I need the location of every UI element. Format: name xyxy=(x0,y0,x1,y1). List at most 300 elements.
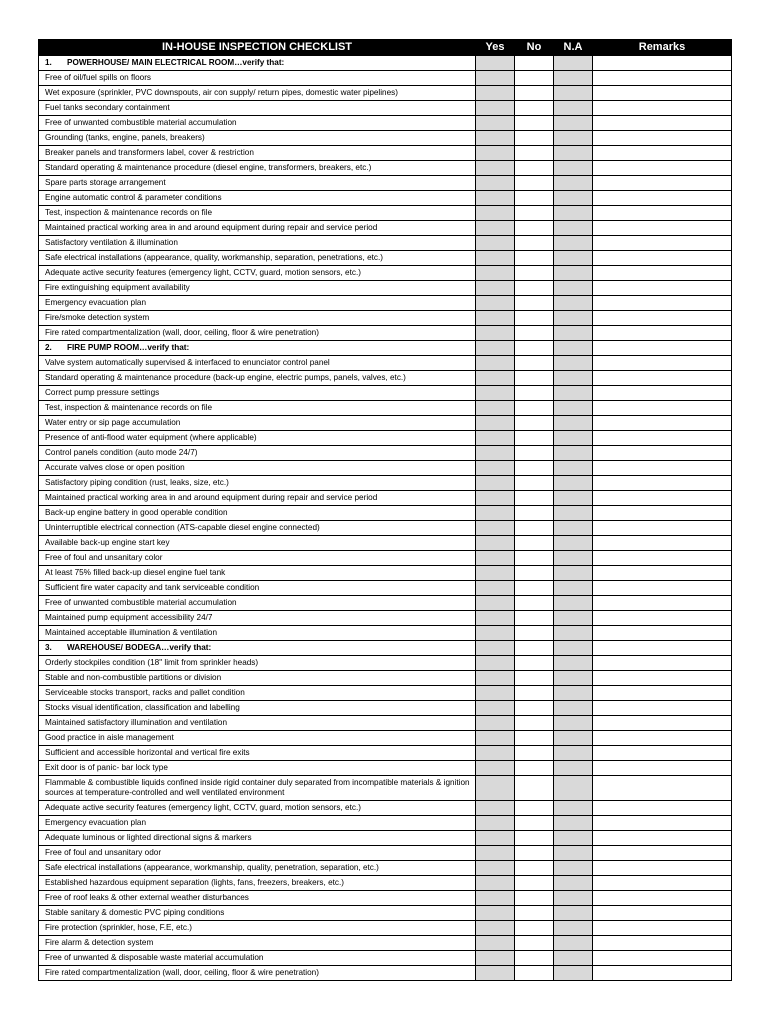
no-cell[interactable] xyxy=(515,56,554,71)
na-cell[interactable] xyxy=(554,686,593,701)
yes-cell[interactable] xyxy=(476,116,515,131)
remarks-cell[interactable] xyxy=(593,446,732,461)
yes-cell[interactable] xyxy=(476,296,515,311)
table-row xyxy=(39,326,732,341)
remarks-cell[interactable] xyxy=(593,596,732,611)
no-cell[interactable] xyxy=(515,431,554,446)
na-cell[interactable] xyxy=(554,356,593,371)
na-cell[interactable] xyxy=(554,671,593,686)
table-row xyxy=(39,891,732,906)
no-cell[interactable] xyxy=(515,371,554,386)
na-cell[interactable] xyxy=(554,221,593,236)
na-cell[interactable] xyxy=(554,626,593,641)
remarks-cell[interactable] xyxy=(593,326,732,341)
yes-cell[interactable] xyxy=(476,506,515,521)
yes-cell[interactable] xyxy=(476,951,515,966)
remarks-cell[interactable] xyxy=(593,536,732,551)
remarks-cell[interactable] xyxy=(593,161,732,176)
yes-cell[interactable] xyxy=(476,476,515,491)
yes-cell[interactable] xyxy=(476,906,515,921)
yes-cell[interactable] xyxy=(476,831,515,846)
remarks-cell[interactable] xyxy=(593,551,732,566)
no-cell[interactable] xyxy=(515,386,554,401)
checklist-item-label: Fire extinguishing equipment availability xyxy=(39,281,476,296)
table-row xyxy=(39,131,732,146)
table-row xyxy=(39,476,732,491)
na-cell[interactable] xyxy=(554,491,593,506)
na-cell[interactable] xyxy=(554,116,593,131)
remarks-cell[interactable] xyxy=(593,266,732,281)
na-cell[interactable] xyxy=(554,831,593,846)
no-cell[interactable] xyxy=(515,506,554,521)
yes-cell[interactable] xyxy=(476,861,515,876)
na-cell[interactable] xyxy=(554,251,593,266)
yes-cell[interactable] xyxy=(476,86,515,101)
no-cell[interactable] xyxy=(515,891,554,906)
no-cell[interactable] xyxy=(515,776,554,801)
checklist-item-label: Satisfactory piping condition (rust, leaks, size, etc.) xyxy=(39,476,476,491)
no-cell[interactable] xyxy=(515,266,554,281)
table-row xyxy=(39,221,732,236)
table-row xyxy=(39,356,732,371)
yes-cell[interactable] xyxy=(476,536,515,551)
no-cell[interactable] xyxy=(515,461,554,476)
no-cell[interactable] xyxy=(515,596,554,611)
no-cell[interactable] xyxy=(515,656,554,671)
no-cell[interactable] xyxy=(515,446,554,461)
yes-cell[interactable] xyxy=(476,936,515,951)
na-cell[interactable] xyxy=(554,596,593,611)
table-row xyxy=(39,656,732,671)
yes-cell[interactable] xyxy=(476,876,515,891)
no-cell[interactable] xyxy=(515,521,554,536)
na-cell[interactable] xyxy=(554,401,593,416)
no-cell[interactable] xyxy=(515,221,554,236)
table-row xyxy=(39,431,732,446)
na-cell[interactable] xyxy=(554,891,593,906)
yes-cell[interactable] xyxy=(476,311,515,326)
na-cell[interactable] xyxy=(554,371,593,386)
table-row xyxy=(39,71,732,86)
na-cell[interactable] xyxy=(554,86,593,101)
na-cell[interactable] xyxy=(554,801,593,816)
na-cell[interactable] xyxy=(554,611,593,626)
yes-cell[interactable] xyxy=(476,161,515,176)
yes-cell[interactable] xyxy=(476,446,515,461)
no-cell[interactable] xyxy=(515,296,554,311)
remarks-cell[interactable] xyxy=(593,581,732,596)
section-number: 3. xyxy=(45,643,52,652)
remarks-cell[interactable] xyxy=(593,371,732,386)
no-cell[interactable] xyxy=(515,131,554,146)
na-cell[interactable] xyxy=(554,776,593,801)
no-cell[interactable] xyxy=(515,686,554,701)
table-row xyxy=(39,281,732,296)
yes-cell[interactable] xyxy=(476,671,515,686)
checklist-item-label: Adequate luminous or lighted directional signs & markers xyxy=(39,831,476,846)
table-row xyxy=(39,146,732,161)
no-cell[interactable] xyxy=(515,936,554,951)
no-cell[interactable] xyxy=(515,761,554,776)
na-cell[interactable] xyxy=(554,566,593,581)
remarks-cell[interactable] xyxy=(593,861,732,876)
yes-cell[interactable] xyxy=(476,966,515,981)
table-row xyxy=(39,716,732,731)
table-row xyxy=(39,266,732,281)
yes-cell[interactable] xyxy=(476,251,515,266)
no-cell[interactable] xyxy=(515,566,554,581)
checklist-table xyxy=(38,39,732,981)
yes-cell[interactable] xyxy=(476,401,515,416)
table-row xyxy=(39,551,732,566)
no-cell[interactable] xyxy=(515,236,554,251)
table-row xyxy=(39,801,732,816)
table-row xyxy=(39,966,732,981)
table-row xyxy=(39,401,732,416)
table-row xyxy=(39,191,732,206)
na-cell[interactable] xyxy=(554,656,593,671)
checklist-item-label: Emergency evacuation plan xyxy=(39,296,476,311)
na-cell[interactable] xyxy=(554,966,593,981)
checklist-item-label: Breaker panels and transformers label, cover & restriction xyxy=(39,146,476,161)
remarks-cell[interactable] xyxy=(593,846,732,861)
no-cell[interactable] xyxy=(515,966,554,981)
remarks-cell[interactable] xyxy=(593,146,732,161)
na-cell[interactable] xyxy=(554,506,593,521)
yes-cell[interactable] xyxy=(476,206,515,221)
yes-cell[interactable] xyxy=(476,921,515,936)
no-cell[interactable] xyxy=(515,311,554,326)
no-cell[interactable] xyxy=(515,861,554,876)
yes-cell[interactable] xyxy=(476,596,515,611)
section-header-row xyxy=(39,641,732,656)
remarks-cell[interactable] xyxy=(593,251,732,266)
yes-cell[interactable] xyxy=(476,746,515,761)
no-cell[interactable] xyxy=(515,716,554,731)
checklist-item-label: Exit door is of panic- bar lock type xyxy=(39,761,476,776)
no-cell[interactable] xyxy=(515,671,554,686)
na-cell[interactable] xyxy=(554,746,593,761)
yes-cell[interactable] xyxy=(476,521,515,536)
na-cell[interactable] xyxy=(554,761,593,776)
na-cell[interactable] xyxy=(554,326,593,341)
no-cell[interactable] xyxy=(515,611,554,626)
yes-cell[interactable] xyxy=(476,491,515,506)
remarks-cell[interactable] xyxy=(593,906,732,921)
na-cell[interactable] xyxy=(554,191,593,206)
section-title xyxy=(39,341,476,356)
yes-cell[interactable] xyxy=(476,386,515,401)
yes-cell[interactable] xyxy=(476,641,515,656)
na-cell[interactable] xyxy=(554,551,593,566)
na-cell[interactable] xyxy=(554,431,593,446)
na-cell[interactable] xyxy=(554,281,593,296)
yes-cell[interactable] xyxy=(476,326,515,341)
remarks-cell[interactable] xyxy=(593,951,732,966)
remarks-cell[interactable] xyxy=(593,386,732,401)
na-cell[interactable] xyxy=(554,266,593,281)
remarks-cell[interactable] xyxy=(593,876,732,891)
na-cell[interactable] xyxy=(554,206,593,221)
remarks-cell[interactable] xyxy=(593,731,732,746)
na-cell[interactable] xyxy=(554,936,593,951)
checklist-item-label: Standard operating & maintenance procedure (diesel engine, transformers, breakers, etc.) xyxy=(39,161,476,176)
table-row xyxy=(39,101,732,116)
na-cell[interactable] xyxy=(554,341,593,356)
remarks-cell[interactable] xyxy=(593,221,732,236)
yes-cell[interactable] xyxy=(476,566,515,581)
remarks-cell[interactable] xyxy=(593,431,732,446)
no-cell[interactable] xyxy=(515,921,554,936)
checklist-item-label: Grounding (tanks, engine, panels, breakers) xyxy=(39,131,476,146)
yes-cell[interactable] xyxy=(476,56,515,71)
remarks-cell[interactable] xyxy=(593,936,732,951)
remarks-cell[interactable] xyxy=(593,641,732,656)
no-cell[interactable] xyxy=(515,551,554,566)
table-row xyxy=(39,936,732,951)
na-cell[interactable] xyxy=(554,921,593,936)
remarks-cell[interactable] xyxy=(593,71,732,86)
yes-cell[interactable] xyxy=(476,356,515,371)
na-cell[interactable] xyxy=(554,536,593,551)
na-cell[interactable] xyxy=(554,521,593,536)
no-cell[interactable] xyxy=(515,491,554,506)
no-cell[interactable] xyxy=(515,191,554,206)
checklist-item-label: Free of oil/fuel spills on floors xyxy=(39,71,476,86)
na-cell[interactable] xyxy=(554,476,593,491)
no-cell[interactable] xyxy=(515,476,554,491)
na-cell[interactable] xyxy=(554,716,593,731)
remarks-cell[interactable] xyxy=(593,116,732,131)
na-cell[interactable] xyxy=(554,731,593,746)
table-row xyxy=(39,206,732,221)
yes-cell[interactable] xyxy=(476,236,515,251)
no-cell[interactable] xyxy=(515,146,554,161)
remarks-cell[interactable] xyxy=(593,476,732,491)
table-row xyxy=(39,566,732,581)
na-cell[interactable] xyxy=(554,146,593,161)
checklist-item-label: Correct pump pressure settings xyxy=(39,386,476,401)
no-cell[interactable] xyxy=(515,326,554,341)
na-cell[interactable] xyxy=(554,236,593,251)
yes-cell[interactable] xyxy=(476,176,515,191)
remarks-cell[interactable] xyxy=(593,776,732,801)
yes-cell[interactable] xyxy=(476,416,515,431)
table-row xyxy=(39,816,732,831)
checklist-item-label: Accurate valves close or open position xyxy=(39,461,476,476)
na-cell[interactable] xyxy=(554,581,593,596)
yes-cell[interactable] xyxy=(476,891,515,906)
na-cell[interactable] xyxy=(554,56,593,71)
section-title-text: WAREHOUSE/ BODEGA…verify that: xyxy=(67,643,212,652)
no-cell[interactable] xyxy=(515,831,554,846)
na-cell[interactable] xyxy=(554,131,593,146)
no-cell[interactable] xyxy=(515,416,554,431)
no-cell[interactable] xyxy=(515,641,554,656)
remarks-cell[interactable] xyxy=(593,191,732,206)
remarks-cell[interactable] xyxy=(593,401,732,416)
table-row xyxy=(39,701,732,716)
na-cell[interactable] xyxy=(554,71,593,86)
checklist-item-label: Control panels condition (auto mode 24/7) xyxy=(39,446,476,461)
no-cell[interactable] xyxy=(515,581,554,596)
yes-cell[interactable] xyxy=(476,656,515,671)
remarks-cell[interactable] xyxy=(593,566,732,581)
na-cell[interactable] xyxy=(554,641,593,656)
yes-cell[interactable] xyxy=(476,371,515,386)
yes-cell[interactable] xyxy=(476,816,515,831)
remarks-cell[interactable] xyxy=(593,966,732,981)
yes-cell[interactable] xyxy=(476,626,515,641)
yes-cell[interactable] xyxy=(476,701,515,716)
no-cell[interactable] xyxy=(515,536,554,551)
table-row xyxy=(39,596,732,611)
yes-cell[interactable] xyxy=(476,731,515,746)
remarks-cell[interactable] xyxy=(593,311,732,326)
no-cell[interactable] xyxy=(515,906,554,921)
yes-cell[interactable] xyxy=(476,101,515,116)
table-row xyxy=(39,371,732,386)
table-row xyxy=(39,116,732,131)
na-cell[interactable] xyxy=(554,816,593,831)
remarks-cell[interactable] xyxy=(593,761,732,776)
na-cell[interactable] xyxy=(554,176,593,191)
yes-cell[interactable] xyxy=(476,461,515,476)
remarks-cell[interactable] xyxy=(593,416,732,431)
yes-cell[interactable] xyxy=(476,341,515,356)
checklist-item-label: Established hazardous equipment separation (lights, fans, freezers, breakers, etc.) xyxy=(39,876,476,891)
remarks-cell[interactable] xyxy=(593,656,732,671)
remarks-cell[interactable] xyxy=(593,341,732,356)
yes-cell[interactable] xyxy=(476,191,515,206)
na-cell[interactable] xyxy=(554,161,593,176)
remarks-cell[interactable] xyxy=(593,701,732,716)
table-row xyxy=(39,951,732,966)
remarks-cell[interactable] xyxy=(593,296,732,311)
no-cell[interactable] xyxy=(515,731,554,746)
no-cell[interactable] xyxy=(515,816,554,831)
remarks-cell[interactable] xyxy=(593,56,732,71)
remarks-cell[interactable] xyxy=(593,891,732,906)
table-row xyxy=(39,761,732,776)
na-cell[interactable] xyxy=(554,846,593,861)
no-cell[interactable] xyxy=(515,101,554,116)
remarks-cell[interactable] xyxy=(593,671,732,686)
table-row xyxy=(39,581,732,596)
remarks-cell[interactable] xyxy=(593,521,732,536)
na-cell[interactable] xyxy=(554,386,593,401)
yes-cell[interactable] xyxy=(476,801,515,816)
no-cell[interactable] xyxy=(515,401,554,416)
na-cell[interactable] xyxy=(554,461,593,476)
yes-cell[interactable] xyxy=(476,761,515,776)
remarks-cell[interactable] xyxy=(593,816,732,831)
no-cell[interactable] xyxy=(515,161,554,176)
yes-cell[interactable] xyxy=(476,131,515,146)
na-cell[interactable] xyxy=(554,101,593,116)
remarks-cell[interactable] xyxy=(593,506,732,521)
remarks-cell[interactable] xyxy=(593,206,732,221)
remarks-cell[interactable] xyxy=(593,86,732,101)
no-cell[interactable] xyxy=(515,951,554,966)
na-cell[interactable] xyxy=(554,876,593,891)
remarks-cell[interactable] xyxy=(593,626,732,641)
table-row xyxy=(39,236,732,251)
checklist-item-label: Free of unwanted combustible material accumulation xyxy=(39,596,476,611)
yes-cell[interactable] xyxy=(476,686,515,701)
remarks-cell[interactable] xyxy=(593,176,732,191)
yes-cell[interactable] xyxy=(476,266,515,281)
remarks-cell[interactable] xyxy=(593,131,732,146)
remarks-cell[interactable] xyxy=(593,801,732,816)
yes-cell[interactable] xyxy=(476,581,515,596)
remarks-cell[interactable] xyxy=(593,611,732,626)
yes-cell[interactable] xyxy=(476,221,515,236)
no-cell[interactable] xyxy=(515,846,554,861)
na-cell[interactable] xyxy=(554,701,593,716)
yes-cell[interactable] xyxy=(476,716,515,731)
no-cell[interactable] xyxy=(515,116,554,131)
remarks-cell[interactable] xyxy=(593,461,732,476)
remarks-cell[interactable] xyxy=(593,921,732,936)
yes-cell[interactable] xyxy=(476,431,515,446)
remarks-cell[interactable] xyxy=(593,281,732,296)
na-cell[interactable] xyxy=(554,906,593,921)
na-cell[interactable] xyxy=(554,446,593,461)
yes-cell[interactable] xyxy=(476,846,515,861)
yes-cell[interactable] xyxy=(476,146,515,161)
no-cell[interactable] xyxy=(515,341,554,356)
table-row xyxy=(39,521,732,536)
no-cell[interactable] xyxy=(515,251,554,266)
na-cell[interactable] xyxy=(554,951,593,966)
yes-cell[interactable] xyxy=(476,281,515,296)
na-cell[interactable] xyxy=(554,311,593,326)
na-cell[interactable] xyxy=(554,296,593,311)
no-cell[interactable] xyxy=(515,746,554,761)
no-cell[interactable] xyxy=(515,701,554,716)
remarks-cell[interactable] xyxy=(593,686,732,701)
no-cell[interactable] xyxy=(515,206,554,221)
na-cell[interactable] xyxy=(554,861,593,876)
no-cell[interactable] xyxy=(515,626,554,641)
checklist-item-label: Fire rated compartmentalization (wall, door, ceiling, floor & wire penetration) xyxy=(39,326,476,341)
no-cell[interactable] xyxy=(515,356,554,371)
checklist-item-label: Valve system automatically supervised & interfaced to enunciator control panel xyxy=(39,356,476,371)
remarks-cell[interactable] xyxy=(593,716,732,731)
remarks-cell[interactable] xyxy=(593,356,732,371)
no-cell[interactable] xyxy=(515,876,554,891)
na-cell[interactable] xyxy=(554,416,593,431)
remarks-cell[interactable] xyxy=(593,236,732,251)
table-row xyxy=(39,296,732,311)
checklist-item-label: Standard operating & maintenance procedure (back-up engine, electric pumps, panels, valves, etc.) xyxy=(39,371,476,386)
no-cell[interactable] xyxy=(515,801,554,816)
no-cell[interactable] xyxy=(515,71,554,86)
no-cell[interactable] xyxy=(515,281,554,296)
no-cell[interactable] xyxy=(515,176,554,191)
remarks-cell[interactable] xyxy=(593,491,732,506)
yes-cell[interactable] xyxy=(476,611,515,626)
table-row xyxy=(39,776,732,801)
yes-cell[interactable] xyxy=(476,551,515,566)
no-cell[interactable] xyxy=(515,86,554,101)
yes-cell[interactable] xyxy=(476,71,515,86)
yes-cell[interactable] xyxy=(476,776,515,801)
remarks-cell[interactable] xyxy=(593,746,732,761)
remarks-cell[interactable] xyxy=(593,101,732,116)
remarks-cell[interactable] xyxy=(593,831,732,846)
